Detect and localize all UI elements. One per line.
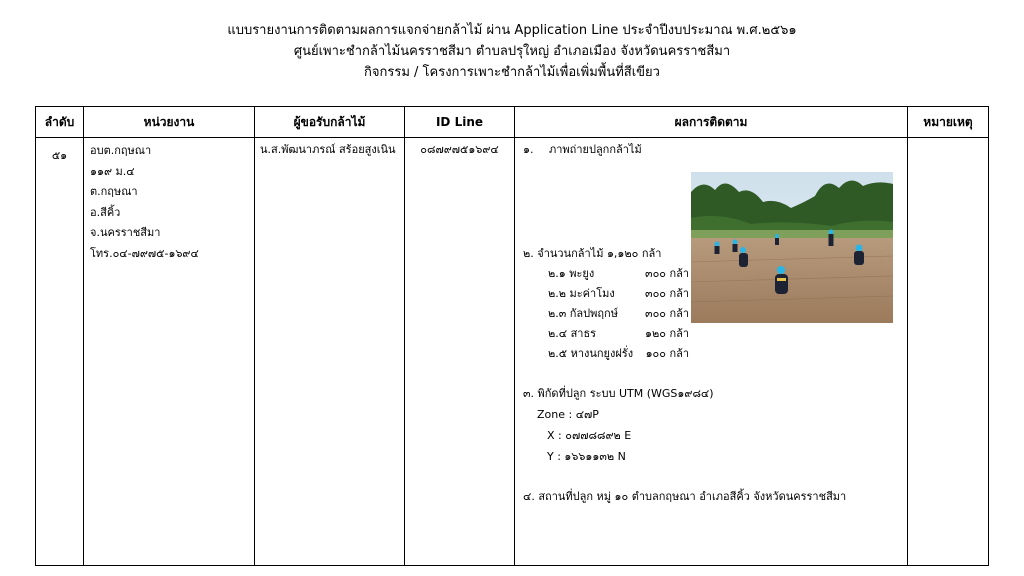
seedling-row	[548, 346, 689, 362]
col-header-result: ผลการติดตาม	[515, 107, 908, 138]
col-header-receiver: ผู้ขอรับกล้าไม้	[255, 107, 405, 138]
seedling-name: ๒.๑ พะยูง	[548, 267, 595, 280]
result-item-photo-text: ภาพถ่ายปลูกกล้าไม้	[549, 143, 642, 156]
seedling-name: ๒.๓ กัลปพฤกษ์	[548, 307, 618, 320]
col-header-id-line: ID Line	[405, 107, 515, 138]
receiver-name: น.ส.พัฒนาภรณ์ สร้อยสูงเนิน	[255, 138, 405, 566]
seedling-row	[548, 326, 689, 342]
agency-phone: โทร.๐๔-๗๙๗๕-๑๖๙๔	[90, 246, 199, 260]
result-cell	[515, 138, 908, 566]
id-line-value: ๐๘๗๙๗๕๑๖๙๔	[405, 138, 515, 566]
table-row	[36, 138, 989, 566]
seedling-unit: กล้า	[669, 347, 690, 360]
planting-photo	[691, 172, 893, 323]
seedling-row	[548, 306, 689, 322]
col-header-note: หมายเหตุ	[908, 107, 989, 138]
seedling-row	[548, 266, 689, 282]
seedling-name: ๒.๔ สาธร	[548, 327, 597, 340]
seedling-count: ๑๐๐	[645, 347, 666, 360]
agency-province: จ.นครราชสีมา	[90, 226, 161, 239]
seedling-unit: กล้า	[669, 287, 690, 300]
utm-zone: Zone : ๔๗P	[537, 408, 599, 421]
seedling-unit: กล้า	[669, 267, 690, 280]
table-header-row	[36, 107, 989, 138]
row-number: ๕๑	[36, 138, 84, 566]
activity-name: กิจกรรม / โครงการเพาะชำกล้าไม้เพื่อเพิ่มพื้นที่สีเขียว	[364, 65, 660, 80]
agency-address: ๑๑๙ ม.๔	[90, 164, 135, 178]
utm-x: X : ๐๗๗๘๘๙๒ E	[547, 429, 632, 442]
note-cell	[908, 138, 989, 566]
result-item-photo	[523, 142, 642, 158]
seedling-count: ๓๐๐	[645, 267, 666, 280]
agency-district: อ.สีคิ้ว	[90, 205, 121, 219]
seedling-unit: กล้า	[669, 307, 690, 320]
report-title: แบบรายงานการติดตามผลการแจกจ่ายกล้าไม้ ผ่าน Application Line ประจำปีงบประมาณ พ.ศ.๒๕๖๑	[227, 23, 797, 38]
agency-name: อบต.กฤษณา	[90, 144, 152, 157]
agency-cell	[84, 138, 255, 566]
seedling-count: ๓๐๐	[645, 307, 666, 320]
seedling-count: ๓๐๐	[645, 287, 666, 300]
col-header-agency: หน่วยงาน	[84, 107, 255, 138]
seedling-name: ๒.๒ มะค่าโมง	[548, 287, 615, 300]
agency-subdistrict: ต.กฤษณา	[90, 185, 138, 198]
report-table	[35, 106, 989, 566]
result-item-coordinates: ๓. พิกัดที่ปลูก ระบบ UTM (WGS๑๙๘๔)	[523, 387, 714, 400]
result-item-photo-number: ๑.	[523, 143, 534, 156]
result-item-seedling-total: ๒. จำนวนกล้าไม้ ๑,๑๒๐ กล้า	[523, 247, 662, 260]
seedling-count: ๑๒๐	[645, 327, 666, 340]
report-header	[0, 20, 1024, 83]
seedling-name: ๒.๕ หางนกยูงฝรั่ง	[548, 347, 634, 360]
col-header-no: ลำดับ	[36, 107, 84, 138]
seedling-unit: กล้า	[669, 327, 690, 340]
center-name: ศูนย์เพาะชำกล้าไม้นครราชสีมา ตำบลปรุใหญ่ อำเภอเมือง จังหวัดนครราชสีมา	[293, 44, 731, 59]
result-item-location: ๔. สถานที่ปลูก หมู่ ๑๐ ตำบลกฤษณา อำเภอสีคิ้ว จังหวัดนครราชสีมา	[523, 490, 847, 503]
seedling-row	[548, 286, 689, 302]
utm-y: Y : ๑๖๖๑๑๓๒ N	[547, 450, 626, 463]
